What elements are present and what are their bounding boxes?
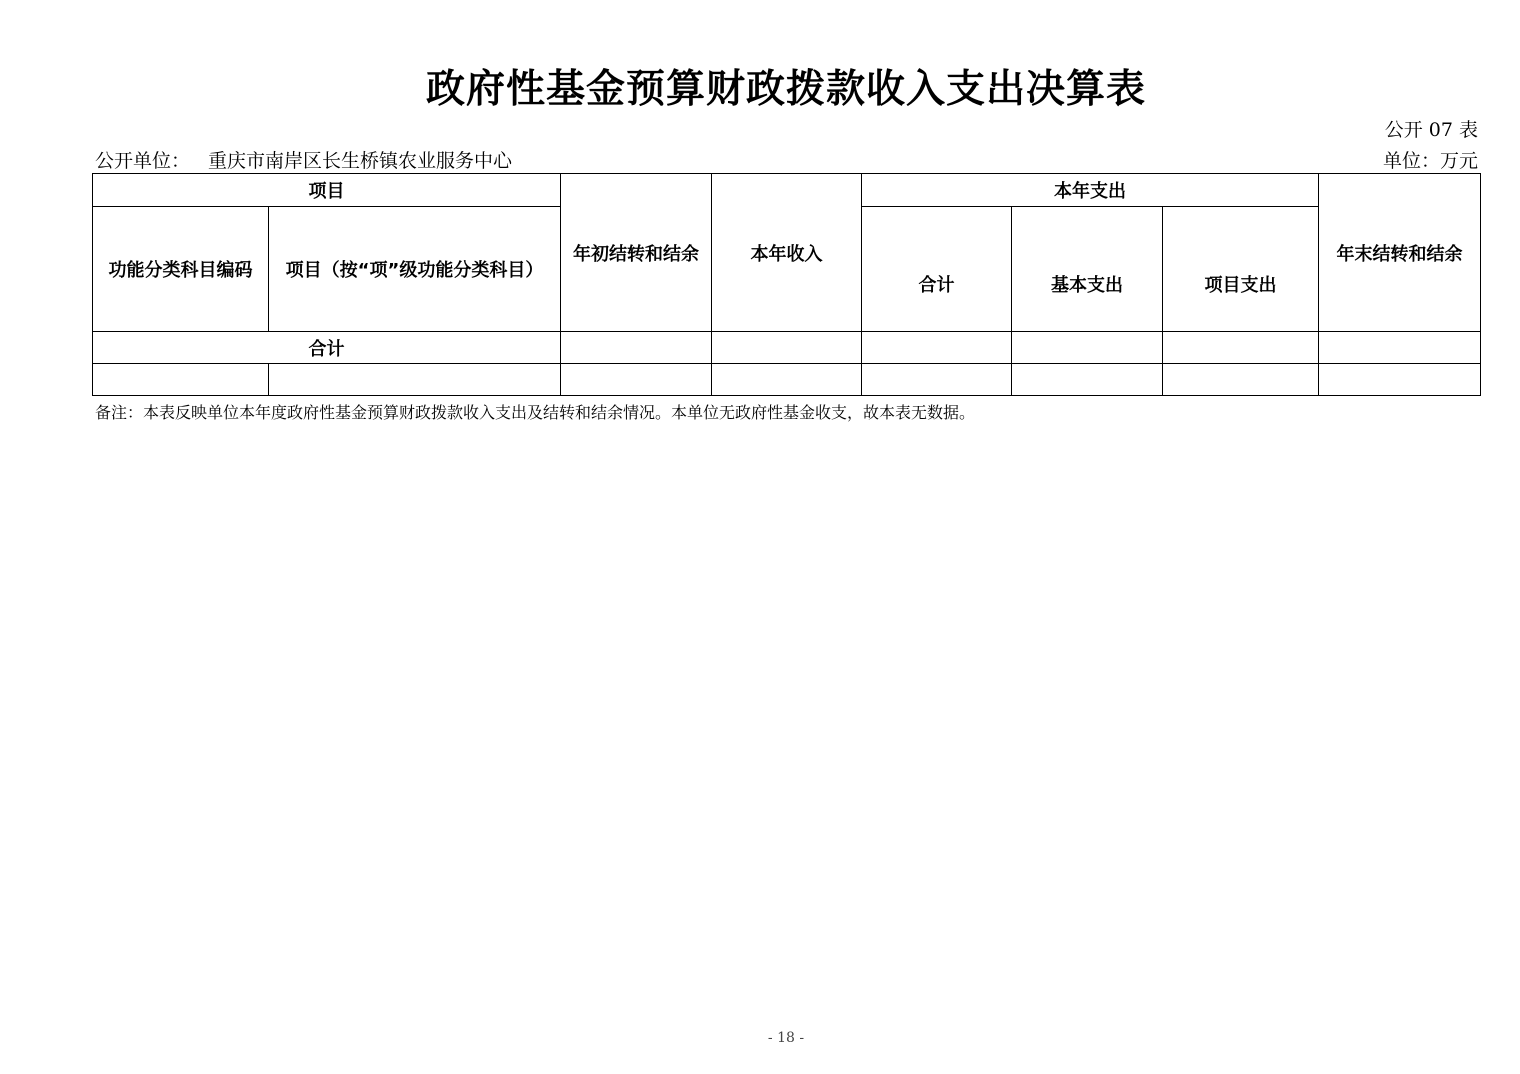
header-begin-balance: 年初结转和结余 — [561, 174, 712, 332]
row-item — [269, 364, 561, 396]
header-expense: 本年支出 — [862, 174, 1319, 207]
total-end-balance — [1319, 332, 1481, 364]
row-code — [93, 364, 269, 396]
total-expense-project — [1163, 332, 1319, 364]
header-code: 功能分类科目编码 — [93, 207, 269, 332]
reporting-unit — [95, 146, 512, 173]
form-number: 公开 07 表 — [1384, 119, 1478, 141]
total-expense-basic — [1012, 332, 1163, 364]
header-row-1 — [93, 174, 1481, 207]
row-income — [712, 364, 862, 396]
total-income — [712, 332, 862, 364]
total-label: 合计 — [93, 332, 561, 364]
total-row — [93, 332, 1481, 364]
header-expense-project: 项目支出 — [1163, 207, 1319, 332]
reporting-unit-label: 公开单位： — [95, 150, 191, 172]
table-note: 备注：本表反映单位本年度政府性基金预算财政拨款收入支出及结转和结余情况。本单位无政府性基金收支，故本表无数据。 — [95, 403, 976, 422]
header-end-balance: 年末结转和结余 — [1319, 174, 1481, 332]
page-number: - 18 - — [767, 1030, 805, 1046]
table-row — [93, 364, 1481, 396]
row-begin-balance — [561, 364, 712, 396]
budget-table — [92, 173, 1481, 396]
page-title: 政府性基金预算财政拨款收入支出决算表 — [425, 67, 1146, 112]
header-project: 项目 — [93, 174, 561, 207]
header-expense-total: 合计 — [862, 207, 1012, 332]
reporting-unit-name: 重庆市南岸区长生桥镇农业服务中心 — [208, 150, 513, 172]
currency-unit: 单位：万元 — [1382, 150, 1478, 172]
header-item: 项目（按“项”级功能分类科目） — [269, 207, 561, 332]
total-begin-balance — [561, 332, 712, 364]
total-expense-total — [862, 332, 1012, 364]
header-income: 本年收入 — [712, 174, 862, 332]
row-end-balance — [1319, 364, 1481, 396]
row-expense-project — [1163, 364, 1319, 396]
row-expense-basic — [1012, 364, 1163, 396]
row-expense-total — [862, 364, 1012, 396]
header-expense-basic: 基本支出 — [1012, 207, 1163, 332]
